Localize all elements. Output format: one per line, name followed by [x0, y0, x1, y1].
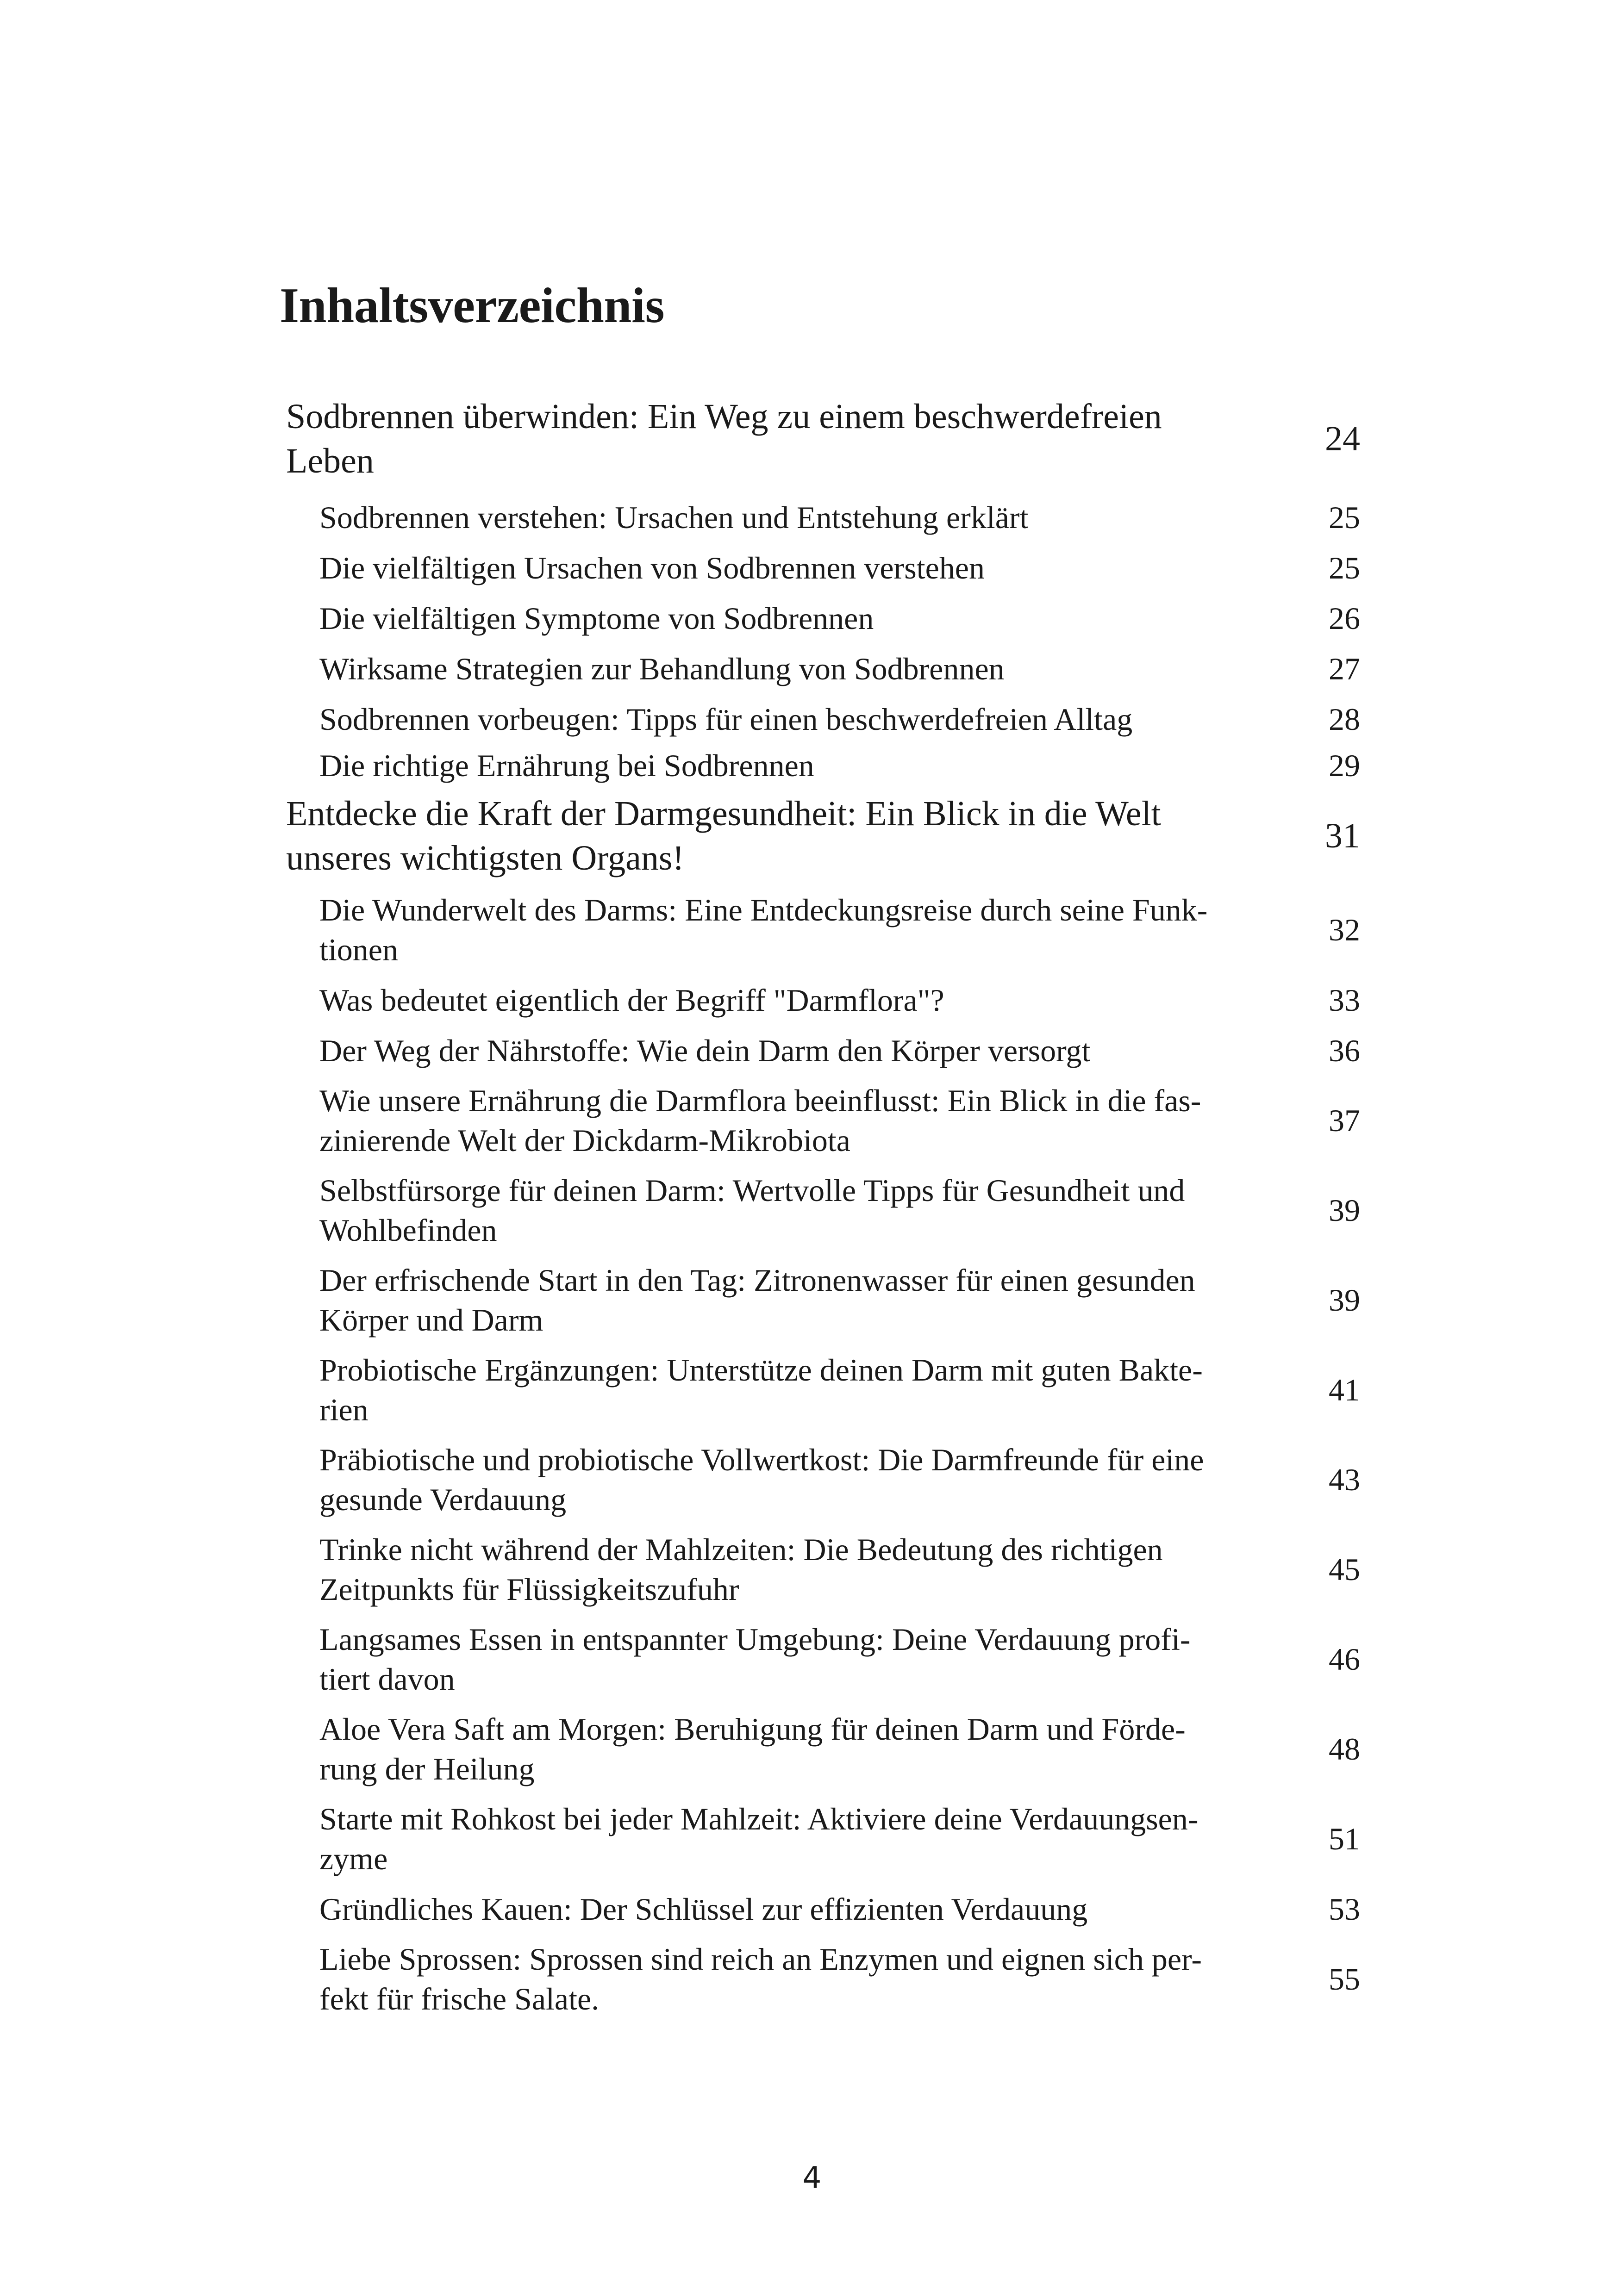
toc-entry-title: Die Wunderwelt des Darms: Eine Entdeckungsreise durch seine Funk- tionen	[319, 892, 1208, 967]
toc-entry-page: 25	[1329, 499, 1360, 535]
toc-section-entry[interactable]	[286, 542, 1360, 593]
toc-entry-title: Selbstfürsorge für deinen Darm: Wertvolle Tipps für Gesundheit und Wohlbefinden	[319, 1173, 1185, 1248]
toc-chapter-entry[interactable]	[286, 787, 1360, 885]
toc-entry-page: 26	[1329, 600, 1360, 636]
toc-entry-title: Probiotische Ergänzungen: Unterstütze deinen Darm mit guten Bakte- rien	[319, 1352, 1203, 1427]
toc-section-entry[interactable]	[286, 1345, 1360, 1435]
toc-section-entry[interactable]	[286, 1025, 1360, 1076]
toc-entry-page: 28	[1329, 701, 1360, 737]
toc-entry-page: 51	[1329, 1821, 1360, 1856]
toc-entry-page: 46	[1329, 1642, 1360, 1677]
toc-entry-page: 53	[1329, 1891, 1360, 1927]
toc-entry-page: 41	[1329, 1372, 1360, 1407]
toc-section-entry[interactable]	[286, 643, 1360, 694]
toc-entry-title: Der Weg der Nährstoffe: Wie dein Darm den Körper versorgt	[319, 1033, 1091, 1068]
toc-entry-title: Die richtige Ernährung bei Sodbrennen	[319, 748, 814, 783]
toc-section-entry[interactable]	[286, 1704, 1360, 1794]
toc-entry-page: 48	[1329, 1731, 1360, 1767]
toc-entry-title: Präbiotische und probiotische Vollwertkost: Die Darmfreunde für eine gesunde Verdauung	[319, 1442, 1204, 1517]
toc-entry-page: 55	[1329, 1961, 1360, 1997]
toc-entry-title: Sodbrennen überwinden: Ein Weg zu einem beschwerdefreien Leben	[286, 397, 1162, 480]
toc-section-entry[interactable]	[286, 1165, 1360, 1255]
toc-entry-title: Der erfrischende Start in den Tag: Zitronenwasser für einen gesunden Körper und Darm	[319, 1263, 1195, 1338]
toc-section-entry[interactable]	[286, 694, 1360, 744]
toc-heading: Inhaltsverzeichnis	[280, 278, 665, 333]
toc-section-entry[interactable]	[286, 1076, 1360, 1165]
toc-entry-page: 25	[1329, 550, 1360, 585]
toc-entry-title: Starte mit Rohkost bei jeder Mahlzeit: Aktiviere deine Verdauungsen- zyme	[319, 1801, 1199, 1876]
toc-entry-page: 29	[1329, 748, 1360, 783]
toc-entry-title: Die vielfältigen Symptome von Sodbrennen	[319, 600, 874, 636]
toc-section-entry[interactable]	[286, 975, 1360, 1025]
toc-section-entry[interactable]	[286, 1934, 1360, 2024]
toc-section-entry[interactable]	[286, 1255, 1360, 1345]
toc-section-entry[interactable]	[286, 1794, 1360, 1884]
toc-entry-title: Aloe Vera Saft am Morgen: Beruhigung für deinen Darm und Förde- rung der Heilung	[319, 1711, 1186, 1786]
toc-entry-title: Trinke nicht während der Mahlzeiten: Die Bedeutung des richtigen Zeitpunkts für Flüssigkeitszufuhr	[319, 1532, 1163, 1607]
toc-section-entry[interactable]	[286, 1884, 1360, 1934]
toc-section-entry[interactable]	[286, 593, 1360, 643]
toc-entry-title: Langsames Essen in entspannter Umgebung: Deine Verdauung profi- tiert davon	[319, 1622, 1191, 1697]
toc-entry-page: 45	[1329, 1552, 1360, 1587]
toc-entry-title: Entdecke die Kraft der Darmgesundheit: Ein Blick in die Welt unseres wichtigsten Organs!	[286, 794, 1161, 877]
toc-entry-page: 32	[1329, 912, 1360, 947]
toc-entry-title: Sodbrennen vorbeugen: Tipps für einen beschwerdefreien Alltag	[319, 701, 1133, 737]
toc-entry-page: 43	[1329, 1462, 1360, 1497]
toc-entry-page: 36	[1329, 1033, 1360, 1068]
toc-section-entry[interactable]	[286, 1614, 1360, 1704]
toc-entry-page: 39	[1329, 1282, 1360, 1318]
toc-section-entry[interactable]	[286, 885, 1360, 975]
page-number: 4	[802, 2161, 822, 2195]
toc-entry-title: Wie unsere Ernährung die Darmflora beeinflusst: Ein Blick in die fas- zinierende Welt der Dickdarm-Mikrobiota	[319, 1083, 1201, 1158]
toc-section-entry[interactable]	[286, 1435, 1360, 1524]
toc-entry-title: Gründliches Kauen: Der Schlüssel zur effizienten Verdauung	[319, 1891, 1088, 1927]
toc-entry-title: Wirksame Strategien zur Behandlung von Sodbrennen	[319, 651, 1005, 686]
toc-section-entry[interactable]	[286, 1524, 1360, 1614]
table-of-contents	[286, 386, 1360, 2024]
toc-entry-page: 39	[1329, 1193, 1360, 1228]
toc-section-entry[interactable]	[286, 492, 1360, 542]
toc-entry-title: Sodbrennen verstehen: Ursachen und Entstehung erklärt	[319, 499, 1029, 535]
toc-entry-page: 27	[1329, 651, 1360, 686]
toc-chapter-entry[interactable]	[286, 386, 1360, 492]
toc-entry-page: 24	[1325, 419, 1360, 458]
toc-entry-title: Was bedeutet eigentlich der Begriff "Darmflora"?	[319, 982, 944, 1018]
toc-entry-page: 31	[1325, 816, 1360, 855]
toc-section-entry[interactable]	[286, 744, 1360, 787]
toc-entry-title: Die vielfältigen Ursachen von Sodbrennen verstehen	[319, 550, 985, 585]
toc-entry-title: Liebe Sprossen: Sprossen sind reich an Enzymen und eignen sich per- fekt für frische Salate.	[319, 1941, 1202, 2016]
toc-entry-page: 37	[1329, 1103, 1360, 1138]
toc-entry-page: 33	[1329, 982, 1360, 1018]
